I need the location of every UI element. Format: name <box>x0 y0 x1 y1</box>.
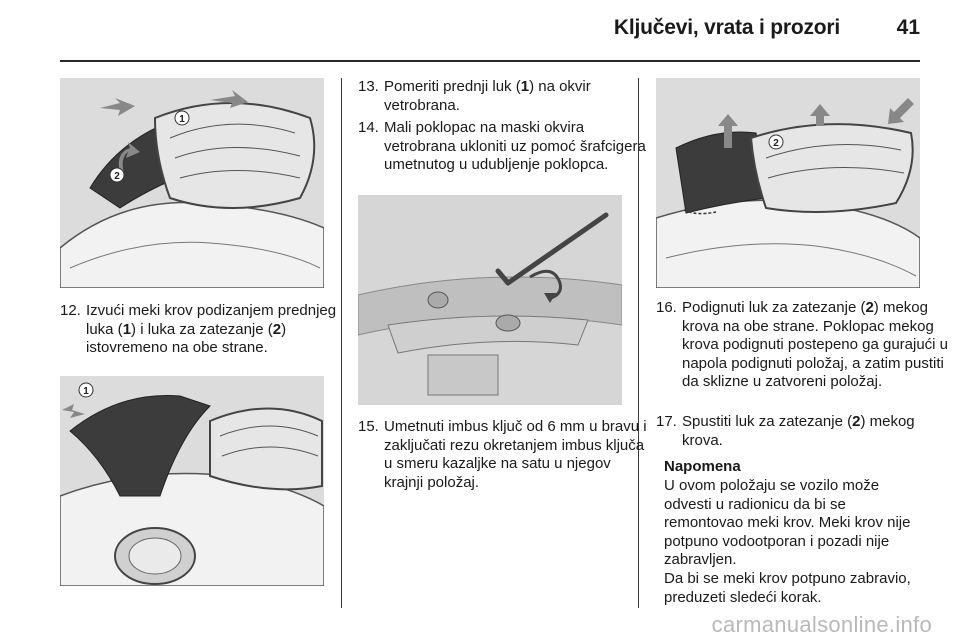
callout-1: 1 <box>179 114 185 125</box>
step-13: 13. Pomeriti prednji luk (1) na okvir vetrobrana. <box>358 78 591 114</box>
figure-roof-forward <box>60 376 324 586</box>
note-paragraph-2: Da bi se meki krov potpuno zabravio, preduzeti sledeći korak. <box>664 570 911 606</box>
page-number: 41 <box>896 16 920 39</box>
figure-hex-key <box>358 195 622 405</box>
callout-2: 2 <box>114 171 120 182</box>
step-17: 17. Spustiti luk za zatezanje (2) mekog krova. <box>656 413 915 449</box>
callout-2: 2 <box>773 138 779 149</box>
step-16: 16. Podignuti luk za zatezanje (2) mekog krova na obe strane. Poklopac mekog krova podignuti postepeno ga gurajući u napola podignuti položaj, a zatim pustiti da sklizne u zatvoreni položaj. <box>656 299 949 390</box>
figure-roof-close <box>656 78 920 288</box>
figure-roof-lift <box>60 78 324 288</box>
note-paragraph-1: U ovom položaju se vozilo može odvesti u radionicu da bi se remontovao meki krov. Meki krov nije potpuno vodootporan i pozadi nije zabravljen. <box>664 477 911 568</box>
step-14: 14. Mali poklopac na maski okvira vetrobrana ukloniti uz pomoć šrafcigera umetnutog u udubljenje poklopca. <box>358 119 646 173</box>
callout-1: 1 <box>83 386 89 397</box>
watermark: carmanualsonline.info <box>711 612 932 637</box>
note-heading: Napomena <box>664 458 741 475</box>
step-15: 15. Umetnuti imbus ključ od 6 mm u bravu i zaključati rezu okretanjem imbus ključa u smeru kazaljke na satu u njegov krajnji položaj. <box>358 418 647 491</box>
header-rule <box>60 60 920 62</box>
step-12: 12. Izvući meki krov podizanjem prednjeg luka (1) i luka za zatezanje (2) istovremeno na obe strane. <box>60 302 337 356</box>
page-title: Ključevi, vrata i prozori <box>613 16 840 39</box>
